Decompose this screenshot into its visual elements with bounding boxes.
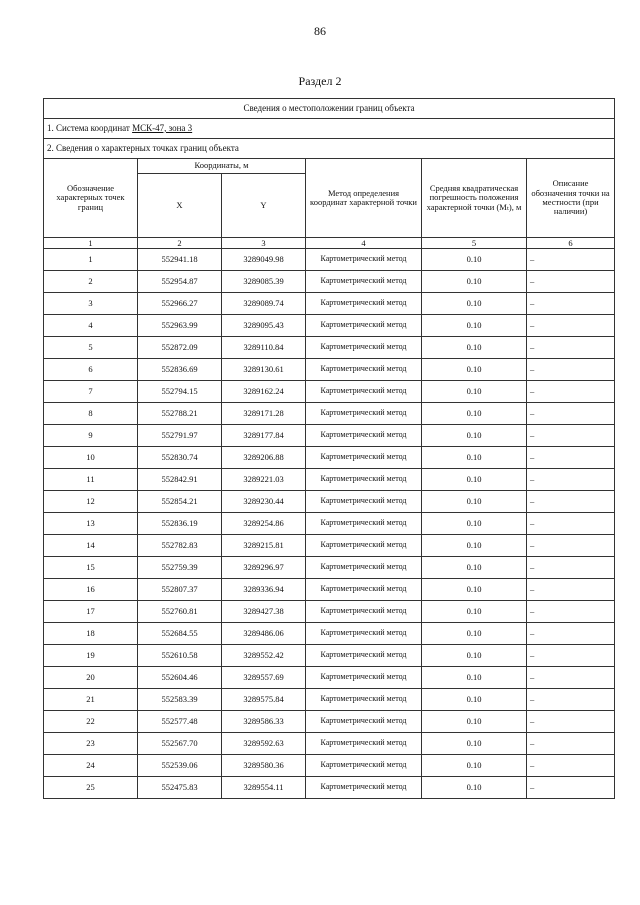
table-title: Сведения о местоположении границ объекта [44,99,615,119]
x-coordinate-cell: 552684.55 [138,623,222,645]
method-cell: Картометрический метод [306,491,422,513]
table-body [44,99,615,799]
error-cell: 0.10 [422,249,527,271]
point-number-cell: 15 [44,557,138,579]
table-row [44,513,615,535]
description-cell: – [527,293,615,315]
point-number-cell: 6 [44,359,138,381]
table-row [44,271,615,293]
point-number-cell: 25 [44,777,138,799]
point-number-cell: 1 [44,249,138,271]
y-coordinate-cell: 3289254.86 [222,513,306,535]
x-coordinate-cell: 552791.97 [138,425,222,447]
table-row [44,469,615,491]
description-cell: – [527,403,615,425]
error-cell: 0.10 [422,579,527,601]
col-number: 6 [527,238,615,249]
error-cell: 0.10 [422,733,527,755]
x-coordinate-cell: 552966.27 [138,293,222,315]
points-heading: 2. Сведения о характерных точках границ объекта [44,139,615,159]
coord-system-value: МСК-47, зона 3 [132,122,193,133]
method-cell: Картометрический метод [306,755,422,777]
point-number-cell: 24 [44,755,138,777]
y-coordinate-cell: 3289215.81 [222,535,306,557]
y-coordinate-cell: 3289557.69 [222,667,306,689]
x-coordinate-cell: 552836.19 [138,513,222,535]
point-number-cell: 11 [44,469,138,491]
x-coordinate-cell: 552788.21 [138,403,222,425]
method-cell: Картометрический метод [306,689,422,711]
y-coordinate-cell: 3289171.28 [222,403,306,425]
y-coordinate-cell: 3289580.36 [222,755,306,777]
x-coordinate-cell: 552759.39 [138,557,222,579]
table-row [44,623,615,645]
error-cell: 0.10 [422,711,527,733]
description-cell: – [527,513,615,535]
point-number-cell: 4 [44,315,138,337]
x-coordinate-cell: 552475.83 [138,777,222,799]
x-coordinate-cell: 552807.37 [138,579,222,601]
y-coordinate-cell: 3289049.98 [222,249,306,271]
point-number-cell: 16 [44,579,138,601]
page-number: 86 [314,24,326,38]
method-cell: Картометрический метод [306,711,422,733]
error-cell: 0.10 [422,359,527,381]
y-coordinate-cell: 3289085.39 [222,271,306,293]
error-cell: 0.10 [422,667,527,689]
error-cell: 0.10 [422,447,527,469]
point-number-cell: 7 [44,381,138,403]
description-cell: – [527,777,615,799]
table-row [44,711,615,733]
table-row [44,645,615,667]
coord-system-line [44,119,615,139]
header-error: Средняя квадратическая погрешность положения характерной точки (Mₜ), м [422,159,527,238]
description-cell: – [527,447,615,469]
y-coordinate-cell: 3289296.97 [222,557,306,579]
error-cell: 0.10 [422,645,527,667]
x-coordinate-cell: 552760.81 [138,601,222,623]
x-coordinate-cell: 552610.58 [138,645,222,667]
description-cell: – [527,425,615,447]
description-cell: – [527,733,615,755]
method-cell: Картометрический метод [306,337,422,359]
description-cell: – [527,249,615,271]
point-number-cell: 3 [44,293,138,315]
method-cell: Картометрический метод [306,359,422,381]
method-cell: Картометрический метод [306,315,422,337]
header-description: Описание обозначения точки на местности (при наличии) [527,159,615,238]
point-number-cell: 22 [44,711,138,733]
point-number-cell: 13 [44,513,138,535]
col-number: 3 [222,238,306,249]
table-row [44,755,615,777]
error-cell: 0.10 [422,403,527,425]
point-number-cell: 9 [44,425,138,447]
boundary-points-table [43,98,615,799]
table-row [44,535,615,557]
description-cell: – [527,579,615,601]
x-coordinate-cell: 552842.91 [138,469,222,491]
method-cell: Картометрический метод [306,249,422,271]
table-row [44,689,615,711]
table-row [44,557,615,579]
header-x: X [138,174,222,238]
point-number-cell: 19 [44,645,138,667]
x-coordinate-cell: 552830.74 [138,447,222,469]
description-cell: – [527,271,615,293]
table-row [44,337,615,359]
y-coordinate-cell: 3289177.84 [222,425,306,447]
table-row [44,579,615,601]
x-coordinate-cell: 552854.21 [138,491,222,513]
error-cell: 0.10 [422,271,527,293]
error-cell: 0.10 [422,513,527,535]
method-cell: Картометрический метод [306,447,422,469]
y-coordinate-cell: 3289221.03 [222,469,306,491]
method-cell: Картометрический метод [306,425,422,447]
description-cell: – [527,557,615,579]
error-cell: 0.10 [422,491,527,513]
description-cell: – [527,667,615,689]
description-cell: – [527,337,615,359]
method-cell: Картометрический метод [306,601,422,623]
section-title: Раздел 2 [298,74,342,88]
description-cell: – [527,689,615,711]
point-number-cell: 10 [44,447,138,469]
col-number: 4 [306,238,422,249]
point-number-cell: 23 [44,733,138,755]
method-cell: Картометрический метод [306,777,422,799]
y-coordinate-cell: 3289130.61 [222,359,306,381]
error-cell: 0.10 [422,425,527,447]
method-cell: Картометрический метод [306,733,422,755]
x-coordinate-cell: 552794.15 [138,381,222,403]
x-coordinate-cell: 552872.09 [138,337,222,359]
table-row [44,491,615,513]
y-coordinate-cell: 3289336.94 [222,579,306,601]
description-cell: – [527,381,615,403]
column-numbers-row [44,238,615,249]
y-coordinate-cell: 3289486.06 [222,623,306,645]
point-number-cell: 17 [44,601,138,623]
x-coordinate-cell: 552782.83 [138,535,222,557]
col-number: 5 [422,238,527,249]
method-cell: Картометрический метод [306,403,422,425]
table-row [44,667,615,689]
col-number: 2 [138,238,222,249]
description-cell: – [527,645,615,667]
method-cell: Картометрический метод [306,557,422,579]
y-coordinate-cell: 3289427.38 [222,601,306,623]
header-coordinates: Координаты, м [138,159,306,174]
x-coordinate-cell: 552577.48 [138,711,222,733]
point-number-cell: 18 [44,623,138,645]
x-coordinate-cell: 552583.39 [138,689,222,711]
table-row [44,425,615,447]
description-cell: – [527,491,615,513]
method-cell: Картометрический метод [306,667,422,689]
x-coordinate-cell: 552954.87 [138,271,222,293]
y-coordinate-cell: 3289230.44 [222,491,306,513]
method-cell: Картометрический метод [306,579,422,601]
x-coordinate-cell: 552941.18 [138,249,222,271]
method-cell: Картометрический метод [306,271,422,293]
y-coordinate-cell: 3289592.63 [222,733,306,755]
method-cell: Картометрический метод [306,645,422,667]
y-coordinate-cell: 3289554.11 [222,777,306,799]
table-row [44,777,615,799]
description-cell: – [527,535,615,557]
header-y: Y [222,174,306,238]
description-cell: – [527,711,615,733]
error-cell: 0.10 [422,601,527,623]
y-coordinate-cell: 3289552.42 [222,645,306,667]
method-cell: Картометрический метод [306,381,422,403]
description-cell: – [527,623,615,645]
col-number: 1 [44,238,138,249]
point-number-cell: 20 [44,667,138,689]
y-coordinate-cell: 3289095.43 [222,315,306,337]
error-cell: 0.10 [422,557,527,579]
y-coordinate-cell: 3289575.84 [222,689,306,711]
method-cell: Картометрический метод [306,293,422,315]
error-cell: 0.10 [422,469,527,491]
table-row [44,315,615,337]
error-cell: 0.10 [422,315,527,337]
error-cell: 0.10 [422,777,527,799]
point-number-cell: 2 [44,271,138,293]
table-row [44,293,615,315]
error-cell: 0.10 [422,293,527,315]
header-point: Обозначение характерных точек границ [44,159,138,238]
point-number-cell: 21 [44,689,138,711]
error-cell: 0.10 [422,535,527,557]
point-number-cell: 12 [44,491,138,513]
x-coordinate-cell: 552836.69 [138,359,222,381]
description-cell: – [527,315,615,337]
point-number-cell: 8 [44,403,138,425]
error-cell: 0.10 [422,381,527,403]
table-row [44,403,615,425]
x-coordinate-cell: 552539.06 [138,755,222,777]
point-number-cell: 14 [44,535,138,557]
header-method: Метод определения координат характерной точки [306,159,422,238]
x-coordinate-cell: 552567.70 [138,733,222,755]
y-coordinate-cell: 3289206.88 [222,447,306,469]
error-cell: 0.10 [422,755,527,777]
description-cell: – [527,755,615,777]
table-row [44,447,615,469]
description-cell: – [527,359,615,381]
error-cell: 0.10 [422,337,527,359]
x-coordinate-cell: 552963.99 [138,315,222,337]
y-coordinate-cell: 3289089.74 [222,293,306,315]
method-cell: Картометрический метод [306,535,422,557]
table-row [44,249,615,271]
description-cell: – [527,601,615,623]
x-coordinate-cell: 552604.46 [138,667,222,689]
table-row [44,359,615,381]
method-cell: Картометрический метод [306,469,422,491]
y-coordinate-cell: 3289586.33 [222,711,306,733]
method-cell: Картометрический метод [306,513,422,535]
y-coordinate-cell: 3289162.24 [222,381,306,403]
error-cell: 0.10 [422,689,527,711]
error-cell: 0.10 [422,623,527,645]
table-row [44,601,615,623]
description-cell: – [527,469,615,491]
method-cell: Картометрический метод [306,623,422,645]
coord-system-prefix: 1. Система координат [47,122,133,133]
table-row [44,381,615,403]
y-coordinate-cell: 3289110.84 [222,337,306,359]
point-number-cell: 5 [44,337,138,359]
table-row [44,733,615,755]
